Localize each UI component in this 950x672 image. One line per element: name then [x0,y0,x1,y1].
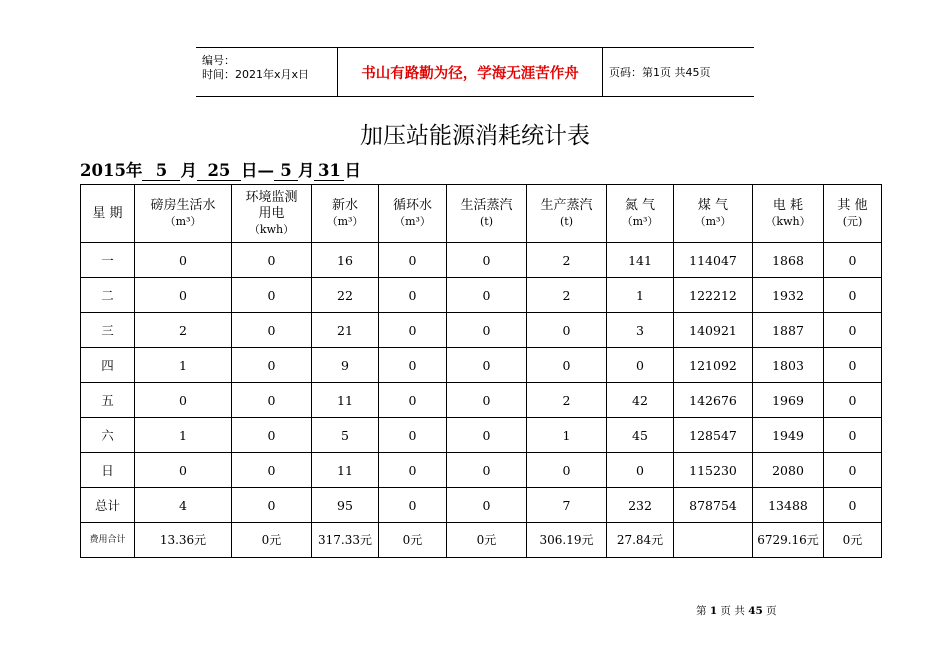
table-cell: 0 [824,313,882,348]
table-cell: 9 [312,348,379,383]
row-label: 五 [81,383,135,418]
row-label: 日 [81,453,135,488]
cost-cell [674,523,753,558]
date-day-unit: 日 [344,161,361,180]
table-cell: 141 [607,243,674,278]
table-row [81,418,882,453]
table-cell: 0 [232,383,312,418]
table-cell: 0 [824,418,882,453]
date-start-day: 25 [197,162,241,181]
table-cell: 0 [232,243,312,278]
table-cell: 0 [379,313,447,348]
table-cell: 0 [379,383,447,418]
date-day-sep: 日— [240,161,274,180]
footer-page: 1 [709,605,718,617]
table-cell: 1969 [753,383,824,418]
table-cell: 11 [312,453,379,488]
number-label: 编号： [202,54,235,67]
table-row [81,383,882,418]
table-cell: 5 [312,418,379,453]
table-row [81,348,882,383]
header-page-info: 页码：第1页 共45页 [609,66,711,79]
table-cell: 2080 [753,453,824,488]
energy-table [80,184,882,558]
table-cell: 142676 [674,383,753,418]
table-cell: 22 [312,278,379,313]
table-cell: 0 [447,313,527,348]
column-header: 星 期 [81,185,135,243]
column-header: 煤 气 （m³） [674,185,753,243]
table-cell: 0 [824,278,882,313]
table-cell: 232 [607,488,674,523]
table-cell: 0 [824,243,882,278]
row-label: 六 [81,418,135,453]
table-cell: 0 [447,348,527,383]
date-end-month: 5 [274,162,298,181]
table-cell: 1 [607,278,674,313]
table-cell: 0 [135,278,232,313]
table-cell: 16 [312,243,379,278]
cost-cell: 0元 [824,523,882,558]
table-cell: 0 [135,243,232,278]
table-cell: 2 [527,243,607,278]
table-cell: 95 [312,488,379,523]
header-motto: 书山有路勤为径，学海无涯苦作舟 [337,48,603,96]
table-cell: 0 [447,418,527,453]
table-cell: 0 [232,278,312,313]
column-header: 环境监测用电 （kwh） [232,185,312,243]
date-start-month: 5 [142,162,180,181]
table-cell: 0 [527,313,607,348]
table-cell: 1868 [753,243,824,278]
table-cell: 0 [824,348,882,383]
table-cell: 0 [824,488,882,523]
table-cell: 0 [607,453,674,488]
table-cell: 0 [379,278,447,313]
column-header: 其 他 (元) [824,185,882,243]
row-label: 四 [81,348,135,383]
cost-cell: 0元 [447,523,527,558]
table-cell: 0 [135,453,232,488]
table-row [81,278,882,313]
table-cell: 0 [135,383,232,418]
table-cell: 0 [527,453,607,488]
date-month-unit-2: 月 [297,161,315,180]
row-label: 三 [81,313,135,348]
cost-row-label: 费用合计 [81,523,135,558]
table-cell: 121092 [674,348,753,383]
row-label: 一 [81,243,135,278]
table-cell: 0 [232,313,312,348]
cost-cell: 306.19元 [527,523,607,558]
table-cell: 13488 [753,488,824,523]
table-cell: 1 [527,418,607,453]
table-cell: 45 [607,418,674,453]
row-label: 总计 [81,488,135,523]
table-cell: 0 [232,453,312,488]
table-cell: 1803 [753,348,824,383]
table-cell: 2 [135,313,232,348]
table-cell: 0 [379,488,447,523]
table-cell: 122212 [674,278,753,313]
table-cell: 0 [824,453,882,488]
table-cell: 0 [447,243,527,278]
table-cell: 2 [527,383,607,418]
table-cell: 2 [527,278,607,313]
cost-cell: 0元 [379,523,447,558]
table-cell: 4 [135,488,232,523]
column-header: 磅房生活水 （m³） [135,185,232,243]
table-row [81,243,882,278]
table-cell: 21 [312,313,379,348]
cost-total-row [81,523,882,558]
date-end-day: 31 [314,162,344,181]
column-header: 电 耗 （kwh） [753,185,824,243]
date-year: 2015年 [80,161,143,180]
column-header: 氮 气 （m³） [607,185,674,243]
table-cell: 0 [379,243,447,278]
time-label: 时间：2021年x月x日 [202,68,310,81]
table-cell: 0 [232,348,312,383]
table-cell: 0 [447,453,527,488]
table-cell: 128547 [674,418,753,453]
table-cell: 0 [447,278,527,313]
date-range [80,157,361,181]
page-title: 加压站能源消耗统计表 [360,123,590,149]
table-cell: 0 [379,418,447,453]
table-cell: 1 [135,418,232,453]
table-cell: 0 [232,418,312,453]
table-cell: 140921 [674,313,753,348]
table-cell: 0 [447,383,527,418]
table-cell: 3 [607,313,674,348]
table-row [81,488,882,523]
table-cell: 1887 [753,313,824,348]
page-footer: 第 1 页 共 45 页 [696,605,777,617]
column-header: 新水 （m³） [312,185,379,243]
table-cell: 7 [527,488,607,523]
document-header [196,47,754,97]
cost-cell: 6729.16元 [753,523,824,558]
table-cell: 1932 [753,278,824,313]
column-header: 生活蒸汽 (t) [447,185,527,243]
table-cell: 0 [447,488,527,523]
table-cell: 42 [607,383,674,418]
table-cell: 1949 [753,418,824,453]
table-cell: 114047 [674,243,753,278]
table-row [81,453,882,488]
cost-cell: 0元 [232,523,312,558]
cost-cell: 13.36元 [135,523,232,558]
table-cell: 0 [527,348,607,383]
column-header: 循环水 （m³） [379,185,447,243]
footer-total: 45 [748,605,763,617]
table-cell: 1 [135,348,232,383]
cost-cell: 27.84元 [607,523,674,558]
table-cell: 115230 [674,453,753,488]
cost-cell: 317.33元 [312,523,379,558]
table-cell: 0 [379,348,447,383]
table-cell: 0 [379,453,447,488]
table-cell: 878754 [674,488,753,523]
table-cell: 0 [607,348,674,383]
table-cell: 0 [232,488,312,523]
column-header: 生产蒸汽 (t) [527,185,607,243]
table-cell: 0 [824,383,882,418]
table-cell: 11 [312,383,379,418]
table-row [81,313,882,348]
table-header-row [81,185,882,243]
header-meta [196,48,337,96]
date-month-unit-1: 月 [180,161,197,180]
row-label: 二 [81,278,135,313]
